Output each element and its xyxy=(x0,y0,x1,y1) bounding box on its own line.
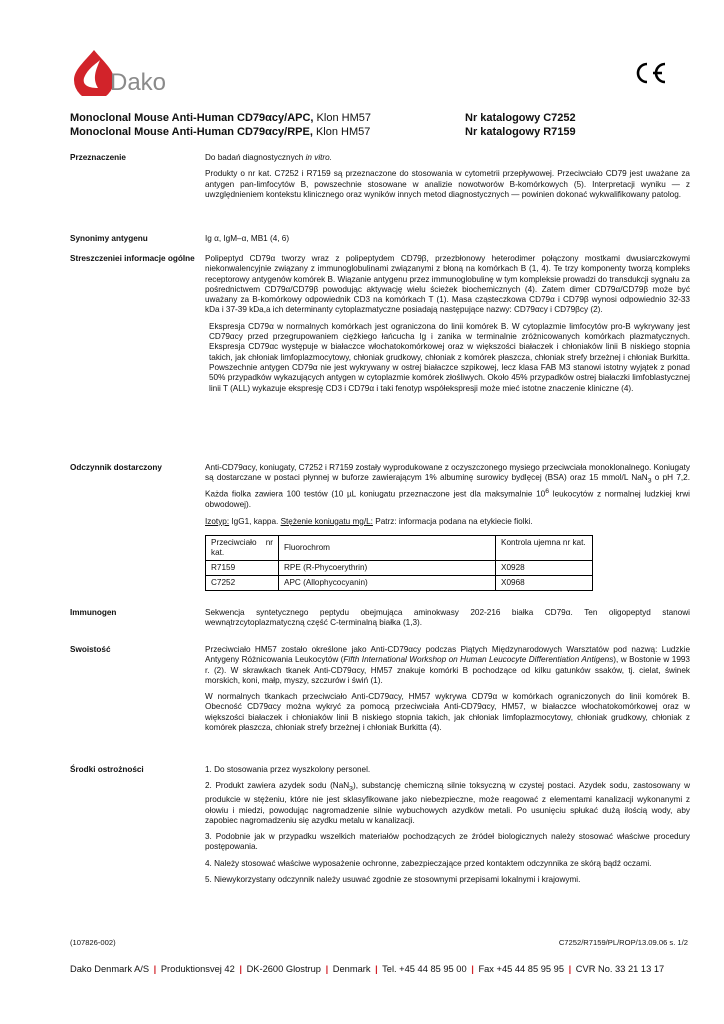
table-cell: X0928 xyxy=(496,560,593,575)
section-odczynnik xyxy=(70,463,690,591)
section-label: Przeznaczenie xyxy=(70,153,126,162)
section-synonimy xyxy=(70,234,690,244)
text: Do badań diagnostycznych xyxy=(205,153,306,162)
paragraph xyxy=(205,463,690,511)
paragraph xyxy=(205,517,690,527)
section-srodki xyxy=(70,765,690,885)
country: Denmark xyxy=(332,964,371,974)
section-body xyxy=(205,153,690,200)
company-name: Dako Denmark A/S xyxy=(70,964,150,974)
table-header: Fluorochrom xyxy=(279,535,496,560)
section-label: Środki ostrożności xyxy=(70,765,144,774)
dako-wordmark: Dako xyxy=(110,69,167,96)
document-title xyxy=(70,111,690,139)
fax: Fax +45 44 85 95 95 xyxy=(478,964,564,974)
section-przeznaczenie xyxy=(70,153,690,200)
product-name: Monoclonal Mouse Anti-Human CD79αcy/RPE, xyxy=(70,126,313,138)
catalog-number: Nr katalogowy R7159 xyxy=(465,126,576,138)
izotyp-value: IgG1, kappa. xyxy=(229,516,281,526)
list-item: 4. Należy stosować właściwe wyposażenie ochronne, zabezpieczające przed kontaktem odczynnika ze skórą bądź oczami. xyxy=(205,858,652,868)
telephone: Tel. +45 44 85 95 00 xyxy=(382,964,467,974)
cvr-number: CVR No. 33 21 13 17 xyxy=(575,964,665,974)
section-body: Sekwencja syntetycznego peptydu obejmująca aminokwasy 202-216 białka CD79α. Ten oligopeptyd stanowi wewnątrzcytoplazmatyczną część C-terminalną białka (1,3). xyxy=(205,608,690,628)
section-body xyxy=(205,645,690,733)
separator: | xyxy=(471,964,474,974)
dako-logo xyxy=(70,48,190,96)
section-label: Synonimy antygenu xyxy=(70,234,148,243)
section-body: Ig α, IgM–α, MB1 (4, 6) xyxy=(205,234,290,243)
table-cell: C7252 xyxy=(206,575,279,590)
paragraph xyxy=(205,645,690,686)
list-item: 1. Do stosowania przez wyszkolony personel. xyxy=(205,765,371,774)
text: ), substancję chemiczną silnie toksyczną w czystej postaci. Azydek sodu, zastosowany w produkcie w stężeniu, które nie jest sklasyfikowane jako niebezpieczne, może reagować z elementami kanalizacji wykonanymi z ołowiu i miedzi, powodując nagromadzenie silnie wybuchowych azydków metali. Po usunięciu spłukać dużą ilością wody, aby zapobiec nagromadzeniu się azydku metalu w kanalizacji. xyxy=(205,781,690,825)
title-row-apc xyxy=(70,111,690,125)
separator: | xyxy=(325,964,329,974)
doc-reference: C7252/R7159/PL/ROP/13.09.06 s. 1/2 xyxy=(558,938,688,947)
stezenie-value: Patrz: informacja podana na etykiecie fiolki. xyxy=(372,516,533,526)
company-footer xyxy=(70,964,664,974)
table-header-row xyxy=(206,535,593,560)
section-label: Streszczeniei informacje ogólne xyxy=(70,254,195,263)
section-swoistosc xyxy=(70,645,690,733)
text: o pH 7,2. Każda fiolka zawiera 100 testów (10 µL koniugatu przeznaczone jest dla maksymalnie 10 xyxy=(205,473,690,499)
fluorochrome-table xyxy=(205,535,593,591)
list-item: 3. Podobnie jak w przypadku wszelkich materiałów pochodzących ze źródeł biologicznych należy stosować właściwe procedury postępowania. xyxy=(205,832,690,852)
table-row xyxy=(206,560,593,575)
section-streszczenie xyxy=(70,254,690,394)
separator: | xyxy=(375,964,378,974)
paragraph xyxy=(205,153,690,163)
section-label: Immunogen xyxy=(70,608,117,617)
text: 2. Produkt zawiera azydek sodu (NaN xyxy=(205,781,350,791)
clone-name: Klon HM57 xyxy=(313,112,371,124)
subscript: 3 xyxy=(647,477,652,485)
clone-name: Klon HM57 xyxy=(312,126,371,138)
title-row-rpe xyxy=(70,125,690,139)
text: leukocytów z normalnej ludzkiej krwi obwodowej). xyxy=(205,489,691,510)
product-name-apc xyxy=(70,111,465,125)
table-cell: APC (Allophycocyanin) xyxy=(279,575,496,590)
text: Przeciwciało HM57 zostało określone jako Anti-CD79αcy podczas Piątych Międzynarodowych Warsztatów pod nazwą: Ludzkie Antygeny Różnicowania Leukocytów ( xyxy=(205,645,690,665)
table-cell: RPE (R-Phycoerythrin) xyxy=(279,560,496,575)
table-row xyxy=(206,575,593,590)
superscript: 6 xyxy=(545,488,550,496)
section-body xyxy=(205,254,690,394)
table-header: Przeciwciało nr kat. xyxy=(206,535,279,560)
section-immunogen xyxy=(70,608,690,629)
section-body xyxy=(205,463,690,591)
italic-text: Fifth International Workshop on Human Leucocyte Differentiation Antigens xyxy=(343,655,614,665)
paragraph: W normalnych tkankach przeciwciało Anti-CD79αcy, HM57 wykrywa CD79α w komórkach ograniczonych do linii komórek B. Obecność CD79αcy można wykryć za pomocą przeciwciała Anti-CD79αcy, HM57, w białaczce włochatokomórkowej oraz w większości białaczek i chłoniaków linii B niskiego stopnia takich, jak chłoniak limfoplazmocytowy, chłoniak grudkowy, chłoniak z komórek płaszcza, chłoniak strefy brzeżnej i chłoniak Burkitta (4). xyxy=(205,692,690,733)
dako-logo-mark xyxy=(70,48,190,96)
street: Produktionsvej 42 xyxy=(160,964,235,974)
doc-code: (107826-002) xyxy=(70,938,116,947)
izotyp-label: Izotyp: xyxy=(205,516,230,526)
stezenie-label: Stężenie koniugatu mg/L: xyxy=(280,516,373,526)
table-header: Kontrola ujemna nr kat. xyxy=(496,535,593,560)
section-body xyxy=(205,765,690,885)
table-cell: X0968 xyxy=(496,575,593,590)
list-item: 5. Niewykorzystany odczynnik należy usuwać zgodnie ze stosownymi przepisami lokalnymi i krajowymi. xyxy=(205,875,581,885)
section-label: Odczynnik dostarczony xyxy=(70,463,162,472)
separator: | xyxy=(568,964,572,974)
ce-mark xyxy=(633,62,669,84)
product-name: Monoclonal Mouse Anti-Human CD79αcy/APC, xyxy=(70,112,314,124)
text: Anti-CD79αcy, koniugaty, C7252 i R7159 zostały wyprodukowane z oczyszczonego mysiego przeciwciała monoklonalnego. Koniugaty są dostarczane w postaci płynnej w buforze zawierającym 1% albuminę surowicy bydlęcej (BSA) oraz 15 mmol/L NaN xyxy=(205,463,691,483)
section-label: Swoistość xyxy=(70,645,111,654)
city: DK-2600 Glostrup xyxy=(246,964,321,974)
list-item xyxy=(205,781,690,826)
subscript: 3 xyxy=(349,785,353,793)
catalog-number: Nr katalogowy C7252 xyxy=(465,112,576,124)
italic-text: in vitro. xyxy=(305,153,332,162)
paragraph: Ekspresja CD79α w normalnych komórkach jest ograniczona do linii komórek B. W cytoplazmie limfocytów pro-B wykrywany jest CD79αcy przed przegrupowaniem ciężkiego łańcucha Ig i zanika w terminalnie zróżnicowanych komórkach plazmatycznych. Ekspresja CD79αc występuje w białaczce włochatokomórkowej oraz w większości białaczek i chłoniaków linii B niskiego stopnia takich, jak chłoniak limfoplazmocytowy, chłoniak grudkowy, chłoniak z komórek płaszcza, chłoniak strefy brzeżnej i chłoniak Burkitta. Powszechnie antygen CD79α nie jest wykrywany w ostrej białaczce szpikowej, lecz klasa FAB M3 stanowi istotny wyjątek z ponad 50% przypadków wykazujących antygen w cytoplazmie komórek złośliwych. Około 45% przypadków ostrej białaczki limfoblastycznej linii T (ALL) wykazuje ekspresję CD3 i CD79α i taki fenotyp współekspresji może mieć istotne znaczenie kliniczne (4). xyxy=(209,321,690,393)
paragraph: Polipeptyd CD79α tworzy wraz z polipeptydem CD79β, przezbłonowy heterodimer połączony mostkami dwusiarczkowymi niekonwalencyjnie związany z immunoglobulinami związanymi z błoną na komórkach B (1, 4). Te trzy komponenty tworzą kompleks receptorowy antygenów komórek B. Wiązanie antygenu przez immunoglobulinę w tym kompleksie prowadzi do transdukcji sygnału za pośrednictwem CD79α/CD79β powodując aktywację wielu ścieżek biochemicznych (4). Zatem dimer CD79α/CD79β może być uważany za B-komórkowy odpowiednik CD3 na komórkach T (1). Masa cząsteczkowa CD79α i CD79β wynosi odpowiednio 32-33 kDa i 37-39 kDa,a ich determinanty cytoplazmatyczne posiadają następujące nazwy: CD79αcy i CD79βcy (2). xyxy=(205,254,690,315)
separator: | xyxy=(153,964,157,974)
paragraph: Produkty o nr kat. C7252 i R7159 są przeznaczone do stosowania w cytometrii przepływowej. Przeciwciało CD79 jest uważane za antygen pan-limfocytów B, powszechnie stosowane w analizie nowotworów B-komórkowych (5). Interpretacji wyniku — z uwzględnieniem kontekstu klinicznego oraz wyników innych metod diagnostycznych — powinien dokonać wykwalifikowany patolog. xyxy=(205,169,690,199)
table-cell: R7159 xyxy=(206,560,279,575)
product-name-rpe xyxy=(70,125,465,139)
separator: | xyxy=(239,964,242,974)
text: ), w Bostonie w 1993 r. (2). W skrawkach tkanek Anti-CD79αcy, HM57 znakuje komórki B pochodzące od kilku gatunków ssaków, tj. cielat, świnek morskich, koni, małp, myszy, szczurów i świń (1). xyxy=(205,655,690,685)
